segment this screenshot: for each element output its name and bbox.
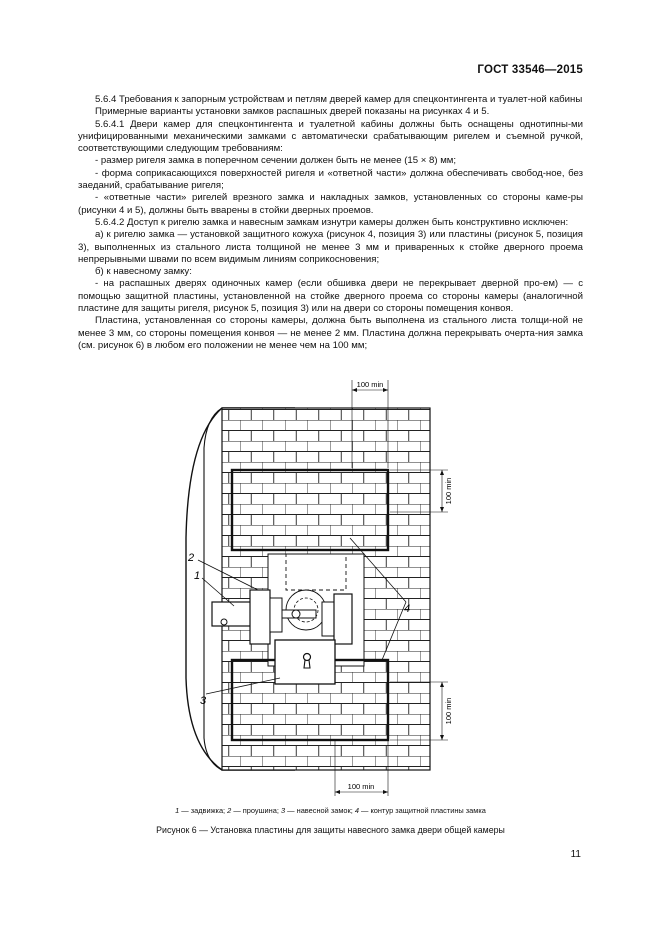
callout-4: 4	[404, 603, 411, 615]
paragraph-plate: Пластина, установленная со стороны камеры, должна быть выполнена из стального листа толщи-ной не менее 3 мм, со стороны помещения конвоя — не менее 2 мм. Пластина должна перекрывать очерта-ния замка (см. рисунок 6) в любом его положении не менее чем на 100 мм;	[78, 315, 583, 351]
dim-right-lower: 100 min	[444, 697, 453, 725]
legend-num-2: 2	[227, 806, 232, 815]
dim-right-upper: 100 min	[444, 477, 453, 505]
legend-text-1: — задвижка;	[179, 806, 228, 815]
legend-text-3: — навесной замок;	[285, 806, 355, 815]
legend-num-3: 3	[280, 806, 286, 815]
paragraph-5-6-4: 5.6.4 Требования к запорным устройствам и петлям дверей камер для спецконтингента и туалет-ной кабины	[95, 94, 583, 105]
body-text	[78, 94, 583, 352]
paragraph-examples: Примерные варианты установки замков распашных дверей показаны на рисунках 4 и 5.	[95, 106, 490, 118]
legend-text-2: — проушина;	[231, 806, 281, 815]
page-number: 11	[570, 849, 581, 860]
legend-text-4: — контур защитной пластины замка	[358, 806, 486, 815]
paragraph-5-6-4-1: 5.6.4.1 Двери камер для спецконтингента и туалетной кабины должны быть оснащены однотипны-ми унифицированными механическими замками с автоматически срабатывающим ригелем и съемной ручкой, соответствующими следующим требованиям:	[78, 118, 583, 155]
figure-6-drawing	[150, 378, 490, 798]
callout-1: 1	[194, 570, 201, 582]
list-item-contact-surfaces: - форма соприкасающихся поверхностей ригеля и «ответной части» должна обеспечивать свобод-ное, без заеданий, срабатывание ригеля;	[78, 167, 583, 192]
list-item-strike-plates: - «ответные части» ригелей врезного замка и накладных замков, установленных со стороны каме-ры (рисунки 4 и 5), должны быть вварены в стойки дверных проемов.	[78, 192, 583, 216]
lock-plate-diagram	[150, 378, 490, 798]
list-item-b: б) к навесному замку:	[95, 266, 192, 278]
figure-legend	[78, 806, 583, 815]
legend-num-4: 4	[354, 806, 359, 815]
paragraph-5-6-4-2: 5.6.4.2 Доступ к ригелю замка и навесным замкам изнутри камеры должен быть конструктивно исключен:	[95, 216, 569, 228]
list-item-bolt-size: - размер ригеля замка в поперечном сечении должен быть не менее (15 × 8) мм;	[95, 155, 457, 167]
document-header: ГОСТ 33546—2015	[477, 64, 583, 76]
dim-bottom: 100 min	[347, 782, 375, 791]
list-item-swing-doors: - на распашных дверях одиночных камер (если обшивка двери не перекрывает дверной про-ем) — с помощью защитной пластины, установленной на стойке дверного проема со стороны камеры (аналогичной пластине для защиты ригеля, рисунок 5, позиция 3) или на двери со стороны помещения конвоя.	[78, 278, 583, 315]
callout-2: 2	[188, 552, 195, 564]
legend-num-1: 1	[175, 806, 180, 815]
callout-3: 3	[200, 695, 207, 707]
dim-top: 100 min	[356, 380, 384, 389]
list-item-a: а) к ригелю замка — установкой защитного кожуха (рисунок 4, позиция 3) или пластины (рисунок 5, позиция 3), выполненных из стального листа толщиной не менее 3 мм и приваренных к стойке дверного проема непрерывными швами по всем видимым линиям соприкосновения;	[78, 229, 583, 265]
figure-caption: Рисунок 6 — Установка пластины для защиты навесного замка двери общей камеры	[156, 825, 505, 835]
